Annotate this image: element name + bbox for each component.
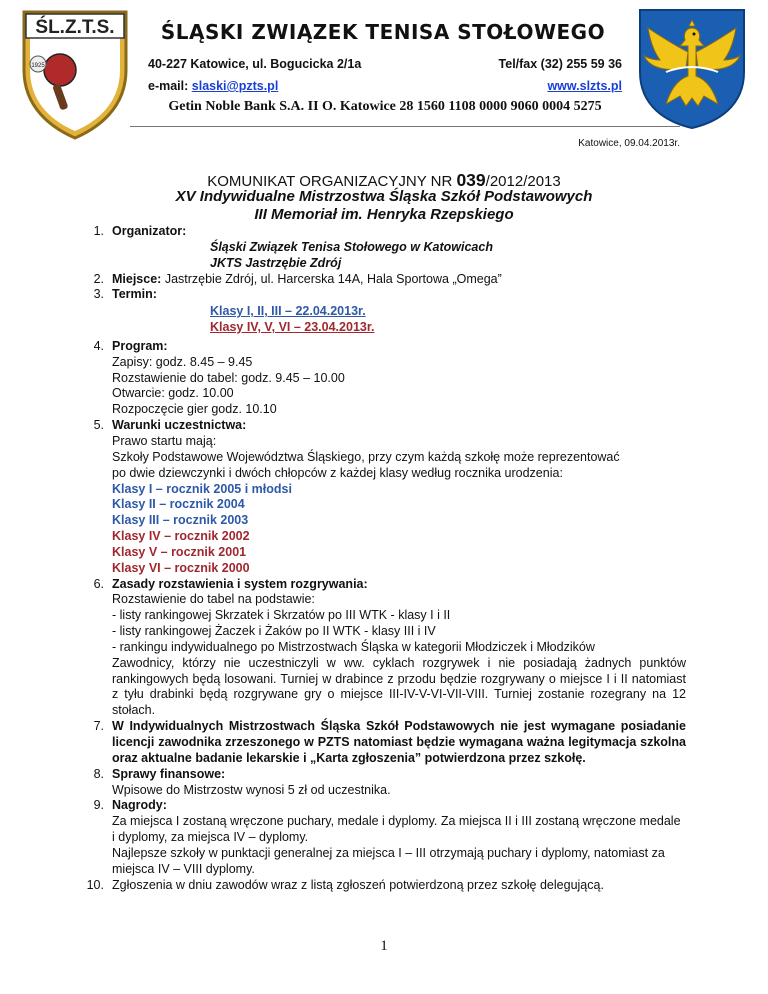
section-dates: 3. Termin: Klasy I, II, III – 22.04.2013r. Klasy IV, V, VI – 23.04.2013r.	[93, 287, 375, 335]
class-list-item: Klasy VI – rocznik 2000	[112, 560, 250, 575]
communique-title: KOMUNIKAT ORGANIZACYJNY NR 039/2012/2013	[207, 170, 561, 190]
section-prizes: 9. Nagrody: Za miejsca I zostaną wręczone puchary, medale i dyplomy. Za miejsca II i III zostaną wręczone medale i dyplomy, za miejsca IV – dyplomy. Najlepsze szkoły w punktacji generalnej za miejsca I – III otrzymają puchary i dyplomy, natomiast za miejsca IV – VIII dyplomy.	[93, 798, 681, 876]
class-list-item: Klasy I – rocznik 2005 i młodsi	[112, 481, 292, 496]
svg-text:ŚL.Z.T.S.: ŚL.Z.T.S.	[35, 17, 115, 38]
class-list-item: Klasy III – rocznik 2003	[112, 513, 249, 528]
telephone: Tel/fax (32) 255 59 36	[498, 57, 622, 71]
email-label: e-mail:	[148, 79, 192, 93]
event-title: XV Indywidualne Mistrzostwa Śląska Szkół Podstawowych	[175, 188, 593, 205]
page-number: 1	[380, 938, 388, 954]
org-name: ŚLĄSKI ZWIĄZEK TENISA STOŁOWEGO	[160, 20, 606, 44]
document-date: Katowice, 09.04.2013r.	[578, 138, 680, 149]
class-list-item: Klasy V – rocznik 2001	[112, 544, 247, 559]
silesia-coat-of-arms	[636, 6, 748, 130]
header-divider	[130, 126, 680, 127]
svg-text:1925: 1925	[31, 63, 45, 69]
section-conditions: 5. Warunki uczestnictwa: Prawo startu mają: Szkoły Podstawowe Województwa Śląskiego, przy czym każdą szkołę może reprezentować po dwie dziewczynki i dwóch chłopców z każdej klasy według rocznika urodzenia: Klasy I – rocznik 2005 i młodsi Klasy II – rocznik 2004 Klasy III – rocznik 2003 Klasy IV – rocznik 2002 Klasy V – rocznik 2001 Klasy VI – rocznik 2000	[86, 418, 686, 576]
email-link[interactable]: slaski@pzts.pl	[191, 79, 279, 93]
section-registration: 10. Zgłoszenia w dniu zawodów wraz z listą zgłoszeń potwierdzoną przez szkołę delegującą.	[86, 877, 604, 892]
communique-body	[86, 224, 686, 893]
section-license: 7. W Indywidualnych Mistrzostwach Śląska Szkół Podstawowych nie jest wymagane posiadanie licencji zawodnika zrzeszonego w PZTS natomiast będzie wymagana ważna legitymacja szkolna oraz aktualne badanie lekarskie i „Karta zgłoszenia” potwierdzona przez szkołę.	[93, 719, 686, 765]
section-organizer: 1. Organizator: Śląski Związek Tenisa Stołowego w Katowicach JKTS Jastrzębie Zdrój	[93, 224, 493, 270]
website-link[interactable]: www.slzts.pl	[547, 79, 622, 93]
section-seeding: 6. Zasady rozstawienia i system rozgrywania: Rozstawienie do tabel na podstawie: - listy rankingowej Skrzatek i Skrzatów po III WTK - klasy I i II - listy rankingowej Żaczek i Żaków po II WTK - klasy III i IV - rankingu indywidualnego po Mistrzostwach Śląska w kategorii Młodziczek i Młodzików Zawodnicy, którzy nie uczestniczyli w ww. cyklach rozgrywek i nie posiadają żadnych punktów rankingowych będą losowani. Turniej w drabince z przodu będzie rozgrywany o miejsce I i II natomiast z tyłu drabinki będą rozgrywane gry o miejsce III-IV-V-VI-VII-VIII. Turniej zostanie rozegrany na 12 stołach.	[93, 576, 686, 718]
memorial-title: III Memoriał im. Henryka Rzepskiego	[254, 206, 514, 223]
bank-account: Getin Noble Bank S.A. II O. Katowice 28 1560 1108 0000 9060 0004 5275	[168, 99, 602, 114]
section-program: 4. Program: Zapisy: godz. 8.45 – 9.45 Rozstawienie do tabel: godz. 9.45 – 10.00 Otwarcie: godz. 10.00 Rozpoczęcie gier godz. 10.10	[93, 338, 345, 417]
email-line	[148, 79, 278, 93]
class-list-item: Klasy IV – rocznik 2002	[112, 529, 250, 544]
address: 40-227 Katowice, ul. Bogucicka 2/1a	[148, 57, 362, 71]
section-finance: 8. Sprawy finansowe: Wpisowe do Mistrzostw wynosi 5 zł od uczestnika.	[93, 766, 391, 797]
section-venue: 2. Miejsce: Jastrzębie Zdrój, ul. Harcerska 14A, Hala Sportowa „Omega”	[93, 271, 502, 286]
class-list-item: Klasy II – rocznik 2004	[112, 497, 245, 512]
pzts-shield-logo	[20, 8, 130, 140]
